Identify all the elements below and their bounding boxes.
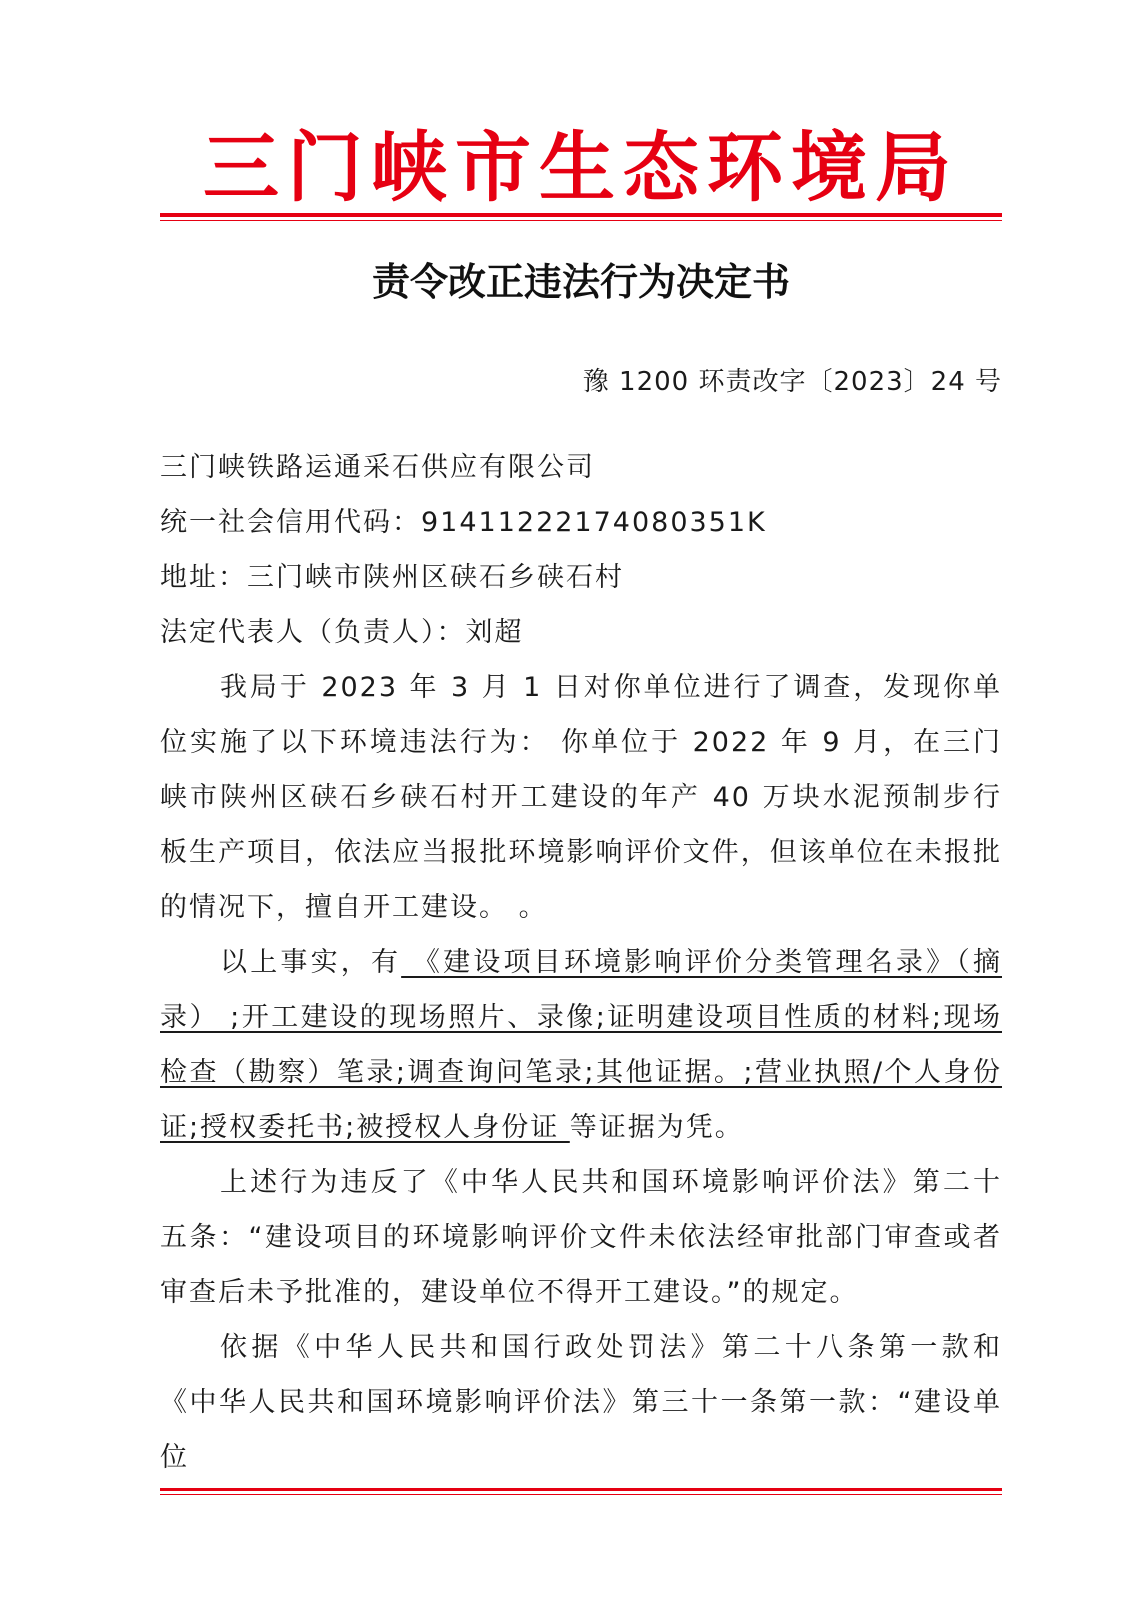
evidence-prefix: 以上事实，有 [220,947,402,978]
violation-paragraph: 上述行为违反了《中华人民共和国环境影响评价法》第二十五条：“建设项目的环境影响评价文件未依法经审批部门审查或者审查后未予批准的，建设单位不得开工建设。”的规定。 [160,1167,1002,1308]
evidence-list: 《建设项目环境影响评价分类管理名录》（摘录） ;开工建设的现场照片、录像;证明建设项目性质的材料;现场检查（勘察）笔录;调查询问笔录;其他证据。;营业执照/个人身份证;授权委托书;被授权人身份证 [160,947,1002,1143]
evidence-paragraph [160,935,1002,1155]
agency-letterhead: 三门峡市生态环境局 [203,123,959,212]
credit-code: 统一社会信用代码：91411222174080351K [160,507,767,538]
evidence-suffix: 等证据为凭。 [569,1112,744,1143]
party-name: 三门峡铁路运通采石供应有限公司 [160,452,595,483]
footer-divider-thin [160,1494,1002,1495]
legal-representative: 法定代表人（负责人）：刘超 [160,617,524,648]
investigation-paragraph: 我局于 2023 年 3 月 1 日对你单位进行了调查，发现你单位实施了以下环境违法行为： 你单位于 2022 年 9 月，在三门峡市陕州区硖石乡硖石村开工建设的年产 40 万块水泥预制步行板生产项目，依法应当报批环境影响评价文件，但该单位在未报批的情况下，擅自开工建设。 。 [160,672,1002,923]
letterhead-divider-thin [160,220,1002,221]
document-body [160,440,1002,1485]
footer-divider-thick [160,1488,1002,1491]
document-number: 豫 1200 环责改字〔2023〕24 号 [582,367,1002,397]
legal-basis-paragraph: 依据《中华人民共和国行政处罚法》第二十八条第一款和《中华人民共和国环境影响评价法》第三十一条第一款：“建设单位 [160,1332,1002,1473]
letterhead-divider-thick [160,213,1002,217]
party-address: 地址：三门峡市陕州区硖石乡硖石村 [160,562,624,593]
document-title: 责令改正违法行为决定书 [371,259,790,304]
